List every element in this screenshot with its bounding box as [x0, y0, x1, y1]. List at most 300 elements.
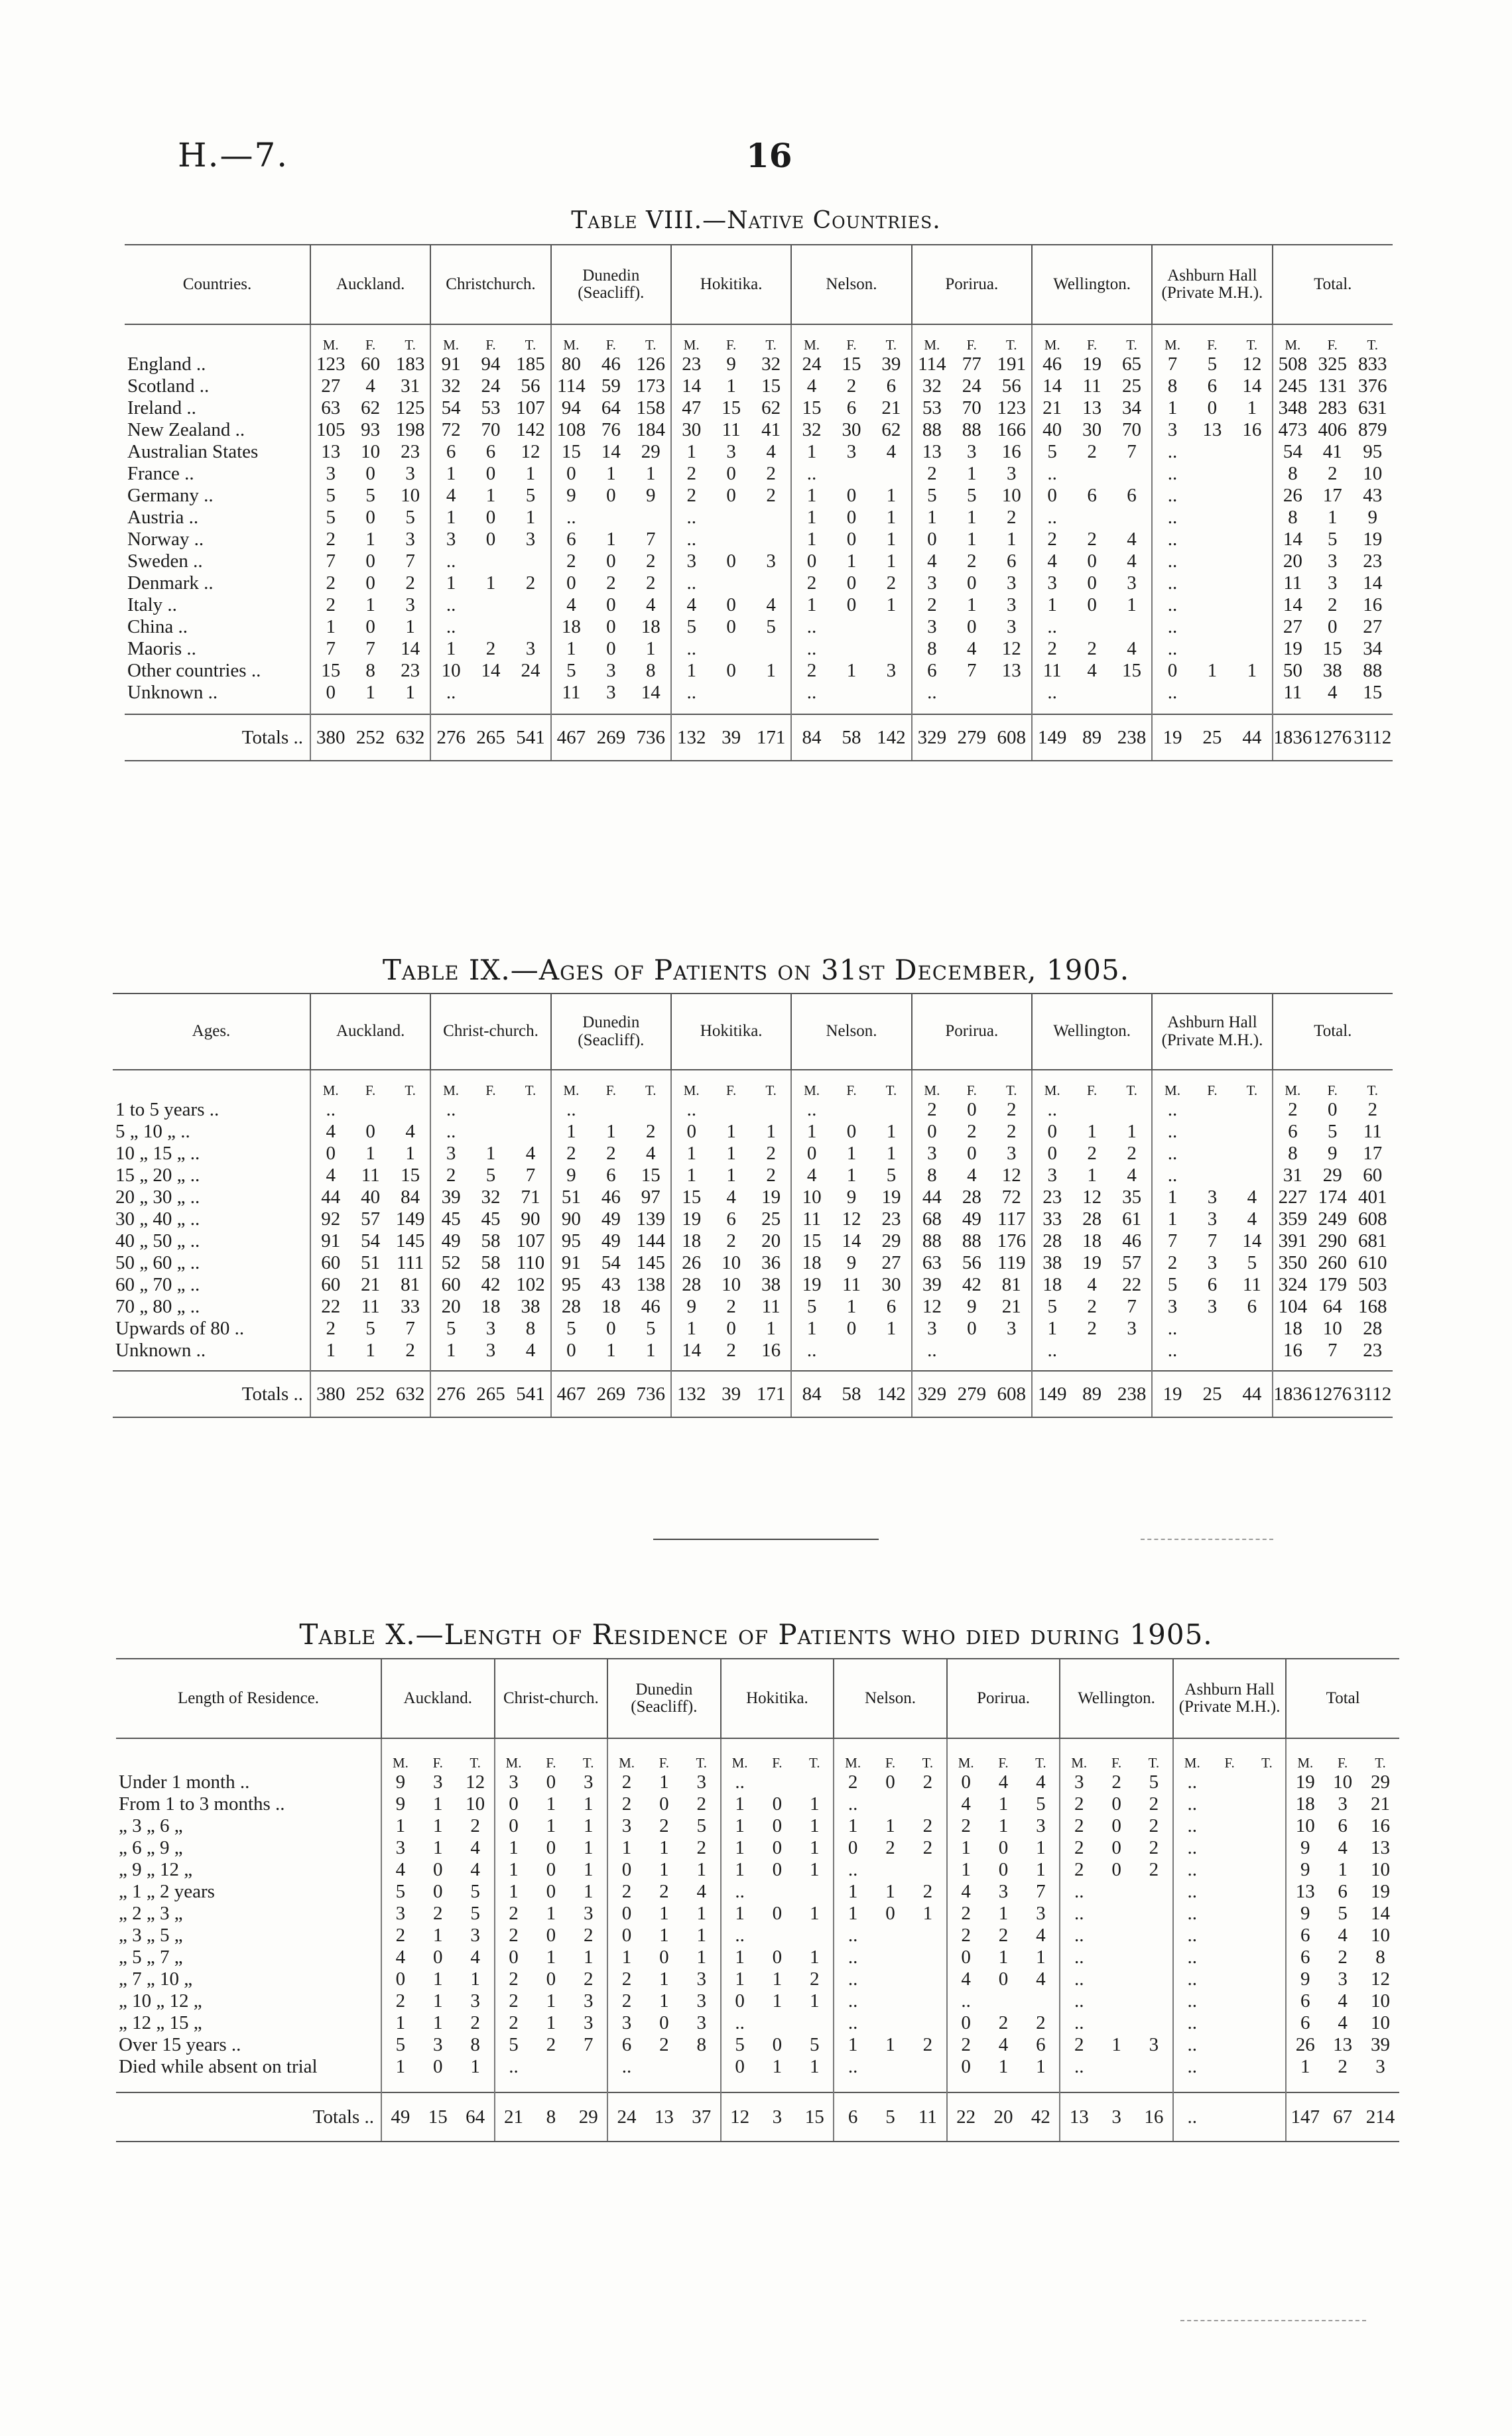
- value-cell: 26: [1286, 2034, 1324, 2056]
- value-cell: 0: [433, 1859, 443, 1880]
- spacer-cell: [1072, 704, 1111, 714]
- spacer-cell: [116, 2078, 381, 2092]
- sex-subheader: T.: [922, 1755, 934, 1771]
- value-cell: 0: [885, 1903, 895, 1924]
- value-cell: 56: [962, 1252, 981, 1273]
- value-cell: 44: [310, 1186, 350, 1208]
- value-cell: 6: [1286, 1925, 1324, 1947]
- value-cell: 5: [470, 1881, 480, 1902]
- value-cell: 473: [1273, 419, 1312, 441]
- value-cell: [1135, 1881, 1173, 1903]
- value-cell: 1: [886, 485, 897, 506]
- sex-subheader: F.: [485, 1082, 496, 1098]
- value-cell: 16: [1242, 419, 1262, 440]
- column-header: Christ-church.: [495, 1659, 608, 1738]
- table-row: [125, 572, 1393, 594]
- value-cell: 6: [1036, 2034, 1046, 2055]
- sex-subheader: F.: [546, 1755, 556, 1771]
- value-cell: 51: [361, 1252, 381, 1273]
- value-cell: 1: [607, 1947, 645, 1968]
- value-cell: 31: [401, 375, 420, 397]
- value-cell: [591, 1099, 631, 1121]
- value-cell: 4: [967, 638, 977, 659]
- value-cell: 71: [521, 1186, 540, 1208]
- value-cell: ..: [671, 572, 711, 594]
- value-cell: 2: [1032, 638, 1072, 660]
- spacer-cell: [791, 704, 831, 714]
- value-cell: 88: [1363, 660, 1383, 681]
- value-cell: 1: [485, 1143, 496, 1164]
- spacer-cell: [495, 2078, 533, 2092]
- value-cell: 45: [430, 1208, 470, 1230]
- value-cell: 8: [696, 2034, 706, 2055]
- total-cell: 13: [645, 2092, 683, 2142]
- value-cell: 92: [310, 1208, 350, 1230]
- value-cell: [1249, 1837, 1287, 1859]
- value-cell: 4: [671, 594, 711, 616]
- value-cell: [1098, 1947, 1135, 1968]
- value-cell: [832, 616, 871, 638]
- total-cell: 24: [607, 2092, 645, 2142]
- value-cell: [1232, 1143, 1272, 1165]
- value-cell: 2: [922, 1815, 933, 1836]
- value-cell: 0: [495, 1947, 533, 1968]
- value-cell: [796, 1881, 834, 1903]
- total-cell: [1211, 2092, 1249, 2142]
- value-cell: 391: [1273, 1230, 1312, 1252]
- value-cell: ..: [1060, 1925, 1098, 1947]
- value-cell: 14: [1242, 1230, 1262, 1251]
- value-cell: 11: [1363, 1121, 1382, 1142]
- spacer-cell: [671, 704, 711, 714]
- value-cell: ..: [834, 1859, 871, 1881]
- sex-subheader: T.: [470, 1755, 481, 1771]
- value-cell: 3: [998, 1881, 1009, 1902]
- value-cell: 34: [1122, 397, 1142, 418]
- value-cell: [1192, 463, 1232, 485]
- sex-subheader: T.: [885, 1082, 897, 1098]
- value-cell: 7: [583, 2034, 594, 2055]
- value-cell: 1: [1111, 2034, 1121, 2055]
- value-cell: 110: [516, 1252, 545, 1273]
- value-cell: 25: [761, 1208, 781, 1230]
- sex-subheader: M.: [430, 1070, 470, 1099]
- value-cell: 1: [1036, 1837, 1046, 1858]
- sex-subheader: T.: [1246, 1082, 1258, 1098]
- value-cell: 9: [726, 353, 736, 375]
- total-cell: 3112: [1352, 714, 1393, 761]
- value-cell: [1211, 1793, 1249, 1815]
- value-cell: 57: [361, 1208, 381, 1230]
- total-cell: 467: [551, 714, 591, 761]
- value-cell: 4: [1087, 660, 1097, 681]
- value-cell: 0: [967, 1099, 977, 1120]
- table-row: [125, 682, 1393, 704]
- value-cell: [909, 1925, 947, 1947]
- value-cell: 0: [846, 529, 857, 550]
- value-cell: 9: [1286, 1968, 1324, 1990]
- table-row: [113, 1165, 1393, 1186]
- total-cell: 21: [495, 2092, 533, 2142]
- value-cell: 11: [1242, 1274, 1261, 1295]
- value-cell: 4: [1127, 529, 1137, 550]
- value-cell: [1192, 1121, 1232, 1143]
- value-cell: 30: [842, 419, 861, 440]
- value-cell: 1: [967, 594, 977, 615]
- value-cell: 1: [998, 1815, 1009, 1836]
- total-cell: 142: [871, 1371, 911, 1417]
- value-cell: ..: [1173, 1947, 1211, 1968]
- column-header: Porirua.: [912, 994, 1032, 1070]
- value-cell: [511, 616, 550, 638]
- value-cell: 46: [1032, 353, 1072, 375]
- value-cell: 3: [1127, 572, 1137, 594]
- sex-subheader: F.: [659, 1755, 670, 1771]
- value-cell: 2: [470, 1815, 480, 1836]
- value-cell: 7: [405, 1318, 415, 1339]
- label-column-header: Ages.: [113, 994, 310, 1070]
- value-cell: [1135, 1968, 1173, 1990]
- value-cell: 2: [659, 1881, 669, 1902]
- value-cell: 11: [551, 682, 591, 704]
- value-cell: 1: [834, 2034, 871, 2056]
- value-cell: 1: [381, 2056, 419, 2078]
- value-cell: 1: [967, 507, 977, 528]
- sex-subheader: T.: [765, 1082, 777, 1098]
- value-cell: 1: [810, 1837, 820, 1858]
- total-cell: 541: [511, 714, 550, 761]
- value-cell: 4: [791, 1165, 831, 1186]
- value-cell: 4: [766, 594, 776, 615]
- value-cell: ..: [607, 2056, 645, 2078]
- value-cell: 3: [1006, 572, 1017, 594]
- value-cell: 4: [310, 1165, 350, 1186]
- spacer-cell: [796, 2078, 834, 2092]
- value-cell: 3: [607, 1815, 645, 1837]
- value-cell: 1: [433, 1990, 443, 2012]
- value-cell: 19: [1363, 529, 1383, 550]
- value-cell: 21: [1371, 1793, 1391, 1815]
- value-cell: 1: [726, 1121, 736, 1142]
- value-cell: 7: [1152, 1230, 1192, 1252]
- value-cell: 2: [495, 2012, 533, 2034]
- value-cell: 53: [481, 397, 501, 418]
- table-row: [113, 1318, 1393, 1340]
- value-cell: 3: [405, 594, 415, 615]
- column-header: Dunedin (Seacliff).: [607, 1659, 721, 1738]
- value-cell: ..: [430, 594, 470, 616]
- value-cell: ..: [834, 1968, 871, 1990]
- value-cell: 3: [381, 1837, 419, 1859]
- value-cell: 1: [791, 507, 831, 529]
- value-cell: 7: [1127, 1296, 1137, 1317]
- value-cell: 0: [721, 1990, 759, 2012]
- value-cell: ..: [834, 1793, 871, 1815]
- value-cell: ..: [1032, 682, 1072, 704]
- value-cell: 2: [696, 1793, 706, 1815]
- value-cell: 9: [846, 1252, 857, 1273]
- row-label: Norway ..: [127, 529, 204, 550]
- value-cell: 1: [721, 1837, 759, 1859]
- value-cell: 2: [381, 1925, 419, 1947]
- value-cell: [1232, 550, 1272, 572]
- spacer-cell: [1032, 1362, 1072, 1371]
- row-label: „ 3 „ 5 „: [119, 1925, 183, 1946]
- row-label: 15 „ 20 „ ..: [115, 1165, 200, 1186]
- column-header: Hokitika.: [671, 245, 791, 324]
- faint-rule: [1180, 2320, 1366, 2321]
- value-cell: [952, 1340, 991, 1362]
- value-cell: 6: [1087, 485, 1097, 506]
- table-row: [116, 2034, 1399, 2056]
- value-cell: 0: [947, 1947, 985, 1968]
- value-cell: 18: [1082, 1230, 1102, 1251]
- value-cell: 32: [912, 375, 952, 397]
- sex-subheader: T.: [645, 337, 657, 353]
- value-cell: 126: [636, 353, 665, 375]
- spacer-cell: [992, 704, 1032, 714]
- value-cell: 0: [365, 572, 375, 594]
- value-cell: 0: [607, 1925, 645, 1947]
- value-cell: 4: [912, 550, 952, 572]
- totals-row: [113, 1371, 1393, 1417]
- value-cell: 5: [721, 2034, 759, 2056]
- value-cell: 5: [495, 2034, 533, 2056]
- value-cell: [1232, 529, 1272, 550]
- value-cell: 0: [967, 1318, 977, 1339]
- value-cell: 0: [546, 1771, 556, 1793]
- value-cell: 2: [1006, 507, 1017, 528]
- value-cell: 40: [1032, 419, 1072, 441]
- spacer-cell: [1173, 2078, 1211, 2092]
- value-cell: 6: [1286, 1947, 1324, 1968]
- value-cell: 4: [551, 594, 591, 616]
- value-cell: 1: [772, 2056, 783, 2077]
- value-cell: 14: [481, 660, 501, 681]
- value-cell: 18: [1273, 1318, 1312, 1340]
- value-cell: 1: [546, 1947, 556, 1968]
- total-cell: 269: [591, 714, 631, 761]
- table9-title-prefix: Table IX.—: [382, 954, 539, 986]
- value-cell: 88: [912, 419, 952, 441]
- value-cell: [1249, 1771, 1287, 1793]
- value-cell: 173: [636, 375, 665, 397]
- value-cell: 6: [886, 1296, 897, 1317]
- value-cell: ..: [834, 2056, 871, 2078]
- value-cell: [350, 1099, 390, 1121]
- value-cell: [511, 594, 550, 616]
- total-cell: 44: [1232, 1371, 1272, 1417]
- table10-title-rest: Length of Residence of Patients who died during 1905.: [444, 1618, 1213, 1651]
- value-cell: 21: [881, 397, 901, 418]
- value-cell: 2: [646, 550, 656, 572]
- value-cell: 1: [606, 1121, 616, 1142]
- value-cell: 3: [1338, 1968, 1348, 1990]
- value-cell: 1: [967, 529, 977, 550]
- value-cell: 1: [810, 1990, 820, 2012]
- value-cell: 43: [1363, 485, 1383, 506]
- value-cell: 114: [912, 353, 952, 375]
- value-cell: 4: [967, 1165, 977, 1186]
- value-cell: 14: [671, 375, 711, 397]
- value-cell: 0: [846, 485, 857, 506]
- value-cell: 1: [485, 572, 496, 594]
- value-cell: [471, 1121, 511, 1143]
- spacer-cell: [1273, 1362, 1312, 1371]
- total-cell: 276: [430, 714, 470, 761]
- value-cell: 3: [1007, 1318, 1017, 1339]
- value-cell: ..: [1032, 1099, 1072, 1121]
- value-cell: 10: [722, 1274, 741, 1295]
- value-cell: 8: [1375, 1947, 1385, 1968]
- row-label: „ 9 „ 12 „: [119, 1859, 193, 1880]
- value-cell: 2: [791, 660, 831, 682]
- value-cell: 1: [525, 507, 536, 528]
- spacer-cell: [871, 1362, 911, 1371]
- value-cell: 1: [495, 1859, 533, 1881]
- row-label: „ 10 „ 12 „: [119, 1990, 202, 2012]
- table-row: [116, 1925, 1399, 1947]
- sex-subheader: F.: [1086, 337, 1098, 353]
- value-cell: 2: [922, 1881, 933, 1902]
- value-cell: [1211, 1771, 1249, 1793]
- value-cell: ..: [671, 1099, 711, 1121]
- value-cell: 1: [886, 1121, 897, 1142]
- value-cell: 3: [470, 1925, 480, 1946]
- value-cell: 52: [430, 1252, 470, 1274]
- value-cell: 2: [696, 1837, 706, 1858]
- value-cell: 3: [1328, 572, 1338, 594]
- value-cell: 18: [601, 1296, 621, 1317]
- value-cell: 105: [310, 419, 350, 441]
- value-cell: 1: [606, 463, 616, 484]
- value-cell: ..: [430, 616, 470, 638]
- value-cell: 30: [671, 419, 711, 441]
- spacer-cell: [909, 2078, 947, 2092]
- total-cell: [1249, 2092, 1287, 2142]
- value-cell: [1098, 2012, 1135, 2034]
- value-cell: 107: [516, 397, 545, 418]
- spacer-cell: [113, 1070, 310, 1099]
- value-cell: [992, 682, 1032, 704]
- value-cell: 3: [485, 1318, 496, 1339]
- value-cell: 1: [430, 507, 470, 529]
- table-row: [125, 594, 1393, 616]
- spacer-cell: [992, 1362, 1032, 1371]
- value-cell: 111: [396, 1252, 424, 1273]
- value-cell: 0: [485, 507, 496, 528]
- value-cell: 0: [947, 2012, 985, 2034]
- value-cell: ..: [1173, 2012, 1211, 2034]
- table-row: [113, 1099, 1393, 1121]
- value-cell: 1: [659, 1903, 669, 1924]
- value-cell: 5: [381, 1881, 419, 1903]
- value-cell: 2: [659, 2034, 669, 2055]
- value-cell: 15: [641, 1165, 661, 1186]
- value-cell: 139: [636, 1208, 666, 1230]
- value-cell: 19: [791, 1274, 831, 1296]
- value-cell: 18: [551, 616, 591, 638]
- table-row: [116, 1815, 1399, 1837]
- value-cell: 1: [405, 682, 415, 703]
- value-cell: [909, 2012, 947, 2034]
- value-cell: 21: [1001, 1296, 1021, 1317]
- value-cell: [1211, 1925, 1249, 1947]
- value-cell: [471, 594, 511, 616]
- value-cell: 2: [1060, 1837, 1098, 1859]
- value-cell: 0: [726, 485, 736, 506]
- value-cell: [1112, 1340, 1152, 1362]
- row-label: Australian States: [127, 441, 259, 462]
- value-cell: 2: [1087, 441, 1097, 462]
- sex-subheader: M.: [671, 324, 711, 353]
- value-cell: 14: [671, 1340, 711, 1362]
- value-cell: 4: [1032, 550, 1072, 572]
- value-cell: 1: [433, 1837, 443, 1858]
- value-cell: ..: [495, 2056, 533, 2078]
- value-cell: 8: [912, 1165, 952, 1186]
- value-cell: 2: [525, 572, 536, 594]
- value-cell: [1232, 594, 1272, 616]
- value-cell: 8: [1152, 375, 1192, 397]
- column-header: Wellington.: [1060, 1659, 1173, 1738]
- value-cell: 1: [791, 1121, 831, 1143]
- value-cell: 2: [998, 1925, 1009, 1946]
- value-cell: ..: [834, 2012, 871, 2034]
- spacer-cell: [457, 2078, 495, 2092]
- value-cell: 33: [1032, 1208, 1072, 1230]
- value-cell: 3: [1036, 1903, 1046, 1924]
- value-cell: 2: [310, 529, 350, 550]
- value-cell: 7: [1036, 1881, 1046, 1902]
- row-label: Italy ..: [127, 594, 177, 615]
- value-cell: 0: [998, 1968, 1009, 1990]
- value-cell: 2: [912, 1099, 952, 1121]
- value-cell: 8: [1273, 507, 1312, 529]
- value-cell: 5: [791, 1296, 831, 1318]
- sex-subheader: F.: [485, 337, 496, 353]
- value-cell: 9: [1328, 1143, 1338, 1164]
- value-cell: 2: [405, 572, 415, 594]
- row-label: Scotland ..: [127, 375, 210, 397]
- value-cell: [909, 1859, 947, 1881]
- value-cell: 32: [481, 1186, 501, 1208]
- value-cell: 4: [1247, 1208, 1257, 1230]
- total-cell: 42: [1022, 2092, 1060, 2142]
- value-cell: 0: [546, 1859, 556, 1880]
- value-cell: [1072, 1099, 1111, 1121]
- value-cell: [511, 550, 550, 572]
- value-cell: 1: [310, 616, 350, 638]
- value-cell: 0: [1032, 1143, 1072, 1165]
- value-cell: 3: [430, 529, 470, 550]
- sex-subheader: T.: [1126, 337, 1137, 353]
- value-cell: 14: [1242, 375, 1262, 397]
- spacer-cell: [834, 2078, 871, 2092]
- value-cell: 70: [962, 397, 981, 418]
- spacer-cell: [430, 1362, 470, 1371]
- value-cell: 0: [671, 1121, 711, 1143]
- value-cell: 0: [772, 1903, 783, 1924]
- value-cell: [631, 1099, 671, 1121]
- value-cell: 12: [1001, 638, 1021, 659]
- value-cell: 27: [881, 1252, 901, 1273]
- value-cell: 7: [1127, 441, 1137, 462]
- value-cell: 1: [659, 1968, 669, 1990]
- value-cell: 61: [1122, 1208, 1142, 1230]
- total-cell: 171: [751, 714, 791, 761]
- value-cell: 2: [922, 2034, 933, 2055]
